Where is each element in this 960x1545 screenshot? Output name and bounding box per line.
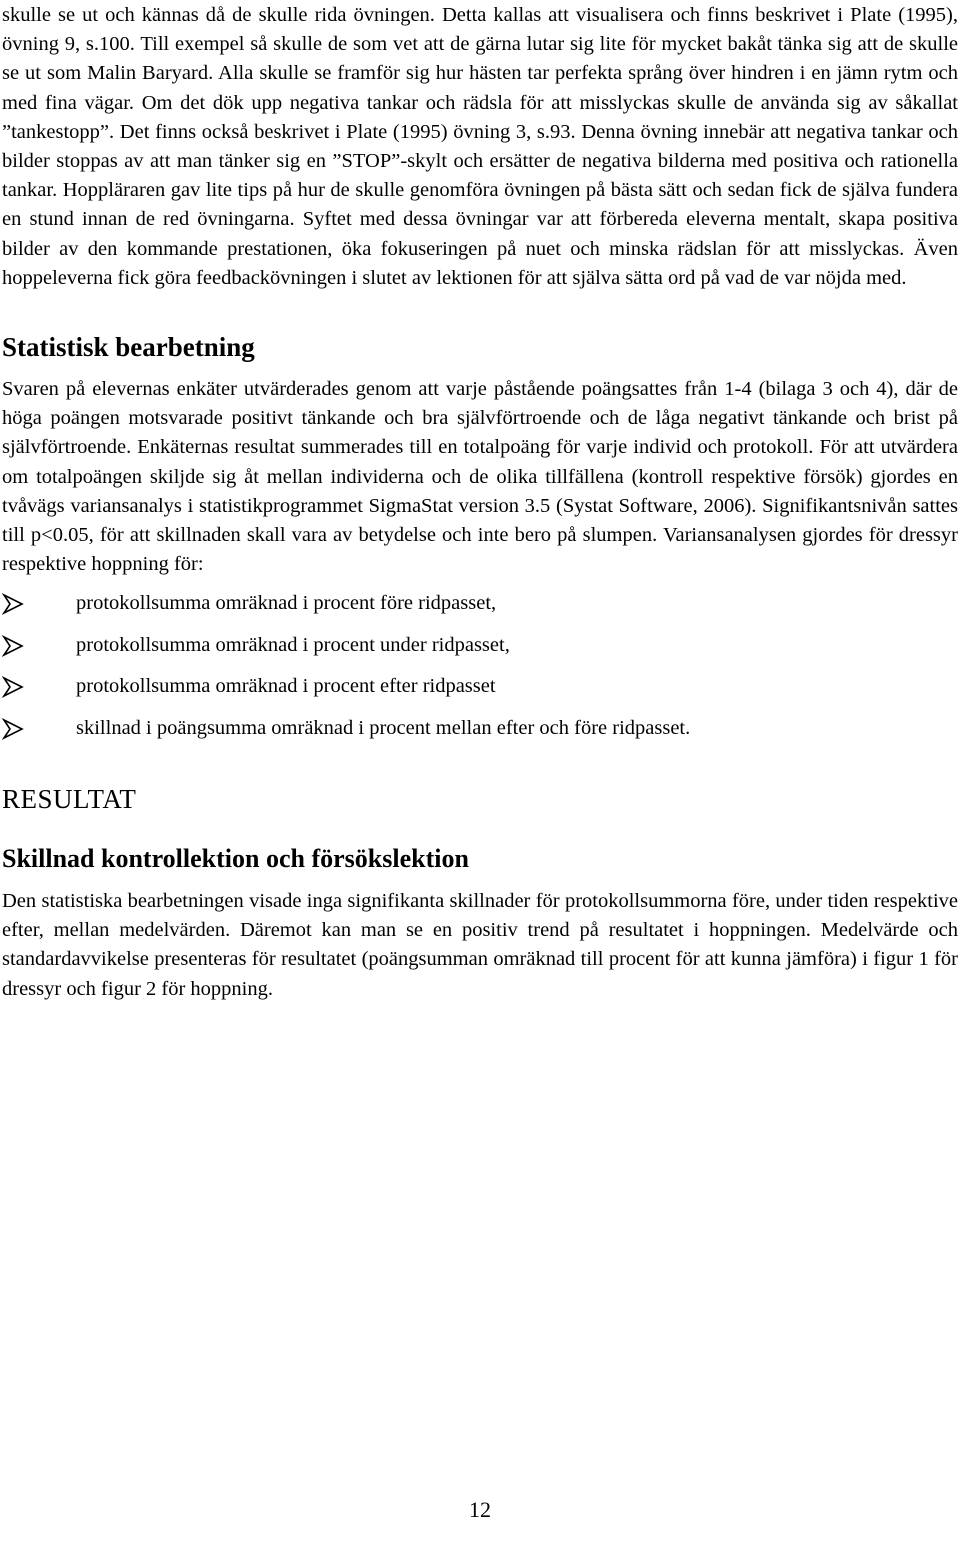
- analysis-bullet-list: [2, 589, 958, 743]
- arrow-bullet-icon: [2, 635, 24, 657]
- list-item-text: skillnad i poängsumma omräknad i procent mellan efter och före ridpasset.: [76, 716, 691, 739]
- arrow-bullet-icon: [2, 718, 24, 740]
- page-number: 12: [469, 1497, 491, 1522]
- list-item: [2, 589, 958, 618]
- intro-paragraph: skulle se ut och kännas då de skulle rida övningen. Detta kallas att visualisera och finns beskrivet i Plate (1995), övning 9, s.100. Till exempel så skulle de som vet att de gärna lutar sig lite för mycket bakåt tänka sig att de skulle se ut som Malin Baryard. Alla skulle se framför sig hur hästen tar perfekta språng över hindren i en jämn rytm och med fina vägar. Om det dök upp negativa tankar och rädsla för att misslyckas skulle de använda sig av såkallat ”tankestopp”. Det finns också beskrivet i Plate (1995) övning 3, s.93. Denna övning innebär att negativa tankar och bilder stoppas av att man tänker sig en ”STOP”-skylt och ersätter de negativa bilderna med positiva och rationella tankar. Hoppläraren gav lite tips på hur de skulle genomföra övningen på bästa sätt och sedan fick de själva fundera en stund innan de red övningarna. Syftet med dessa övningar var att förbereda eleverna mentalt, skapa positiva bilder av den kommande prestationen, öka fokuseringen på nuet och minska rädslan för att misslyckas. Även hoppeleverna fick göra feedbackövningen i slutet av lektionen för att själva sätta ord på vad de var nöjda med.: [2, 4, 958, 289]
- list-item-text: protokollsumma omräknad i procent efter ridpasset: [76, 675, 496, 698]
- arrow-bullet-icon: [2, 593, 24, 615]
- results-subheading: Skillnad kontrollektion och försökslektion: [2, 843, 469, 873]
- list-item: [2, 714, 958, 743]
- list-item: [2, 672, 958, 701]
- results-paragraph: Den statistiska bearbetningen visade inga signifikanta skillnader för protokollsummorna före, under tiden respektive efter, mellan medelvärden. Däremot kan man se en positiv trend på resultatet i hoppningen. Medelvärde och standardavvikelse presenteras för resultatet (poängsumman omräknad till procent för att kunna jämföra) i figur 1 för dressyr och figur 2 för hoppning.: [2, 889, 958, 1000]
- list-item: [2, 631, 958, 660]
- list-item-text: protokollsumma omräknad i procent under ridpasset,: [76, 633, 510, 656]
- document-page: [2, 0, 958, 1004]
- results-heading: RESULTAT: [2, 783, 137, 814]
- list-item-text: protokollsumma omräknad i procent före ridpasset,: [76, 592, 497, 615]
- arrow-bullet-icon: [2, 676, 24, 698]
- statistics-paragraph: Svaren på elevernas enkäter utvärderades genom att varje påstående poängsattes från 1-4 (bilaga 3 och 4), där de höga poängen motsvarade positivt tänkande och bra självförtroende och de låga negativt tänkande och brist på självförtroende. Enkäternas resultat summerades till en totalpoäng för varje individ och protokoll. För att utvärdera om totalpoängen skiljde sig åt mellan individerna och de olika tillfällena (kontroll respektive försök) gjordes en tvåvägs variansanalys i statistikprogrammet SigmaStat version 3.5 (Systat Software, 2006). Signifikantsnivån sattes till p<0.05, för att skillnaden skall vara av betydelse och inte bero på slumpen. Variansanalysen gjordes för dressyr respektive hoppning för:: [2, 378, 958, 576]
- statistics-heading: Statistisk bearbetning: [2, 332, 255, 363]
